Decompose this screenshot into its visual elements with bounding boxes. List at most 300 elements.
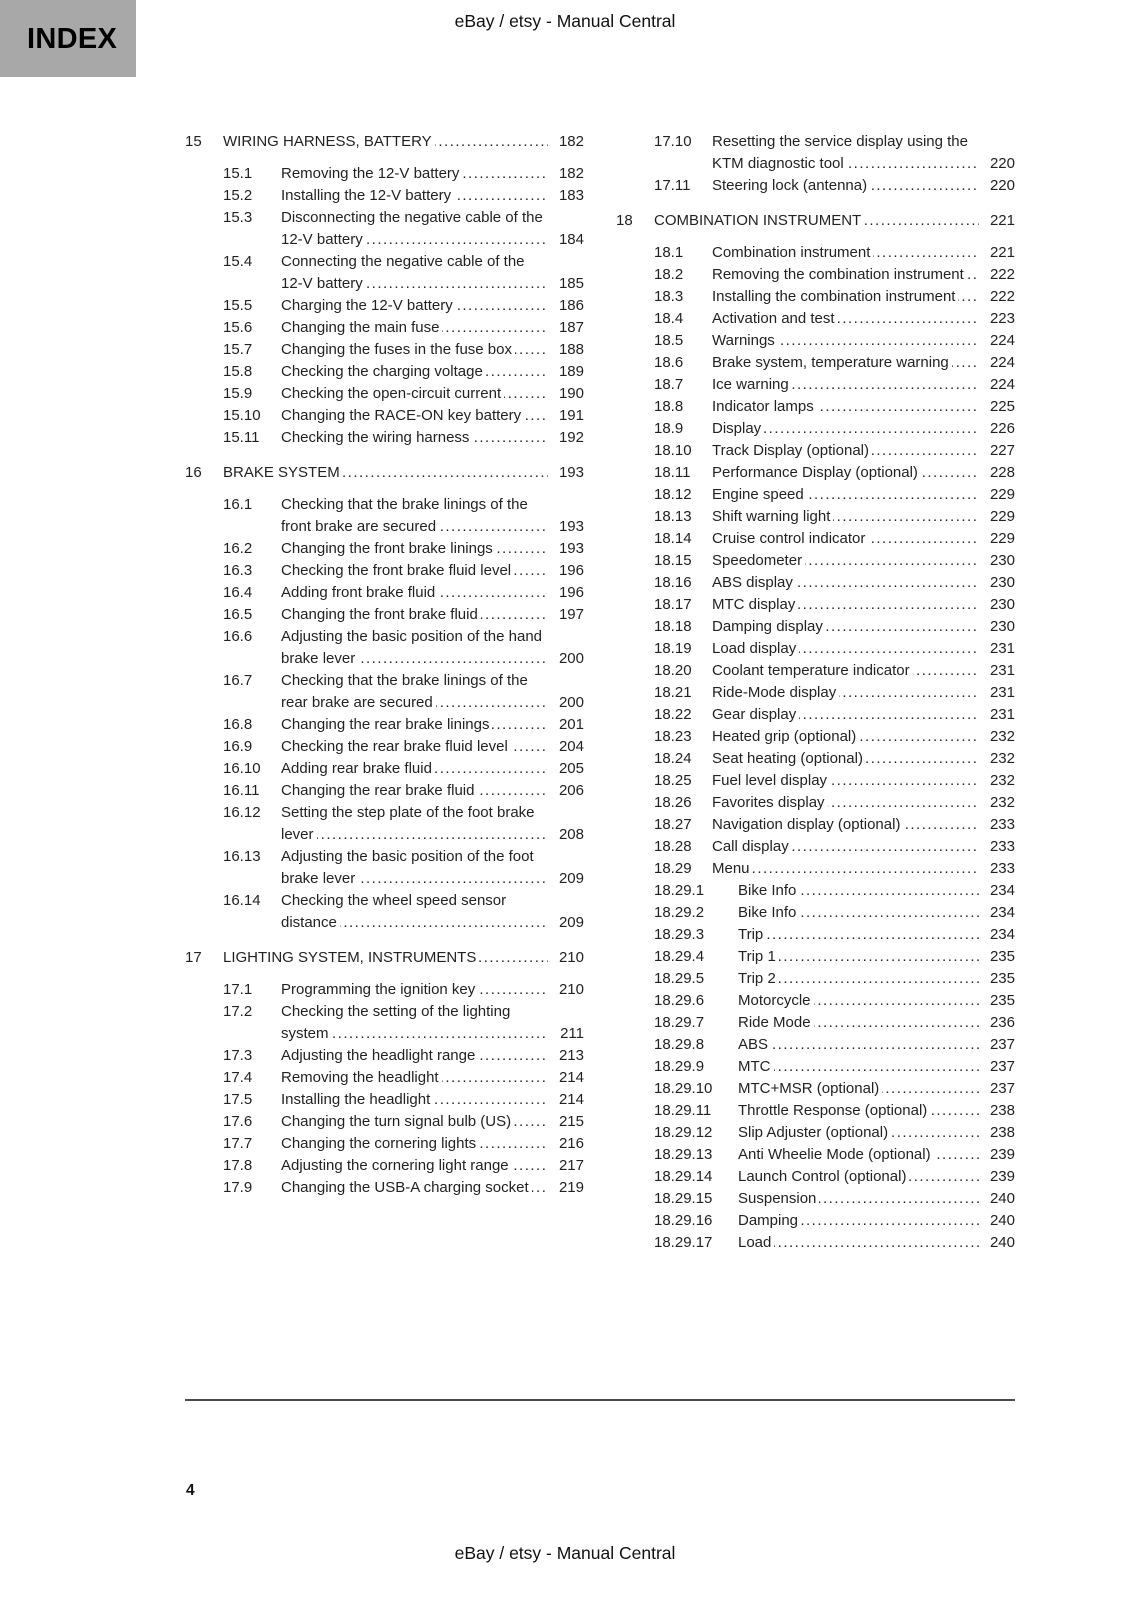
toc-entry-page: 230 (979, 616, 1015, 638)
toc-entry-title-text: Call display (712, 838, 792, 855)
toc-entry-number: 18.29.3 (654, 926, 705, 943)
toc-entry-row (616, 1210, 1015, 1232)
toc-entry-title-text: Suspension (738, 1190, 819, 1207)
toc-entry-row (185, 317, 584, 339)
toc-entry-row (616, 638, 1015, 660)
toc-entry-number: 18.18 (654, 618, 692, 635)
toc-entry-title (738, 1100, 979, 1122)
toc-entry-page: 193 (548, 538, 584, 560)
toc-entry-title (281, 427, 548, 449)
toc-entry-row (616, 704, 1015, 726)
toc-entry-number: 18.21 (654, 684, 692, 701)
toc-entry-row (616, 1012, 1015, 1034)
toc-entry-title-text: Removing the 12-V battery (281, 165, 462, 182)
toc-entry-number: 18.29 (654, 860, 692, 877)
toc-entry-row (185, 670, 584, 714)
toc-entry-title-text: Ice warning (712, 376, 792, 393)
toc-entry-number: 16.2 (223, 540, 253, 557)
toc-entry-number: 18.28 (654, 838, 692, 855)
toc-entry-title-text: Checking that the brake linings of the rear brake are secured (281, 672, 528, 711)
toc-entry-number: 16 (185, 464, 202, 481)
toc-entry-number: 18.4 (654, 310, 684, 327)
toc-entry-row (185, 560, 584, 582)
toc-entry-title (712, 286, 979, 308)
toc-entry-row (185, 538, 584, 560)
toc-entry-title (738, 990, 979, 1012)
toc-entry-title (281, 207, 548, 251)
toc-entry-number: 16.13 (223, 848, 261, 865)
toc-entry-row (616, 396, 1015, 418)
toc-entry-row (185, 361, 584, 383)
toc-entry-number: 18.29.6 (654, 992, 705, 1009)
toc-entry-number: 16.6 (223, 628, 253, 645)
toc-entry-title-text: Gear display (712, 706, 799, 723)
toc-entry-row (616, 660, 1015, 682)
toc-chapter-row (185, 947, 584, 969)
toc-entry-title-text: Damping (738, 1212, 801, 1229)
toc-entry-row (616, 880, 1015, 902)
toc-entry-title (738, 902, 979, 924)
toc-entry-row (616, 1100, 1015, 1122)
toc-entry-number: 18.29.12 (654, 1124, 713, 1141)
toc-entry-row (185, 339, 584, 361)
toc-entry-page: 232 (979, 792, 1015, 814)
toc-entry-page: 188 (548, 339, 584, 361)
toc-entry-title (281, 802, 548, 846)
toc-entry-title (281, 1001, 548, 1045)
toc-entry-title (712, 528, 979, 550)
toc-entry-number: 17.5 (223, 1091, 253, 1108)
toc-entry-title-text: Changing the USB-A charging socket (281, 1179, 532, 1196)
toc-entry-row (616, 836, 1015, 858)
toc-entry-row (616, 792, 1015, 814)
toc-entry-row (616, 1078, 1015, 1100)
toc-entry-number: 17 (185, 949, 202, 966)
toc-entry-title (738, 1078, 979, 1100)
toc-entry-title-text: Adjusting the cornering light range (281, 1157, 512, 1174)
toc-entry-row (185, 1155, 584, 1177)
toc-entry-row (185, 295, 584, 317)
toc-entry-number: 18.29.7 (654, 1014, 705, 1031)
footer-title: eBay / etsy - Manual Central (454, 1543, 676, 1563)
toc-entry-title-text: LIGHTING SYSTEM, INSTRUMENTS (223, 949, 479, 966)
toc-entry-page: 232 (979, 770, 1015, 792)
toc-entry-title-text: Ride-Mode display (712, 684, 839, 701)
page-number: 4 (186, 1482, 195, 1499)
toc-entry-row (185, 494, 584, 538)
toc-entry-page: 228 (979, 462, 1015, 484)
toc-entry-number: 18.29.17 (654, 1234, 713, 1251)
toc-entry-row (616, 1122, 1015, 1144)
toc-entry-row (185, 405, 584, 427)
toc-entry-number: 17.3 (223, 1047, 253, 1064)
toc-entry-title (281, 1155, 548, 1177)
toc-entry-title (738, 1034, 979, 1056)
toc-entry-page: 214 (548, 1067, 584, 1089)
toc-entry-title (738, 880, 979, 902)
toc-entry-page: 234 (979, 880, 1015, 902)
toc-entry-title-text: Installing the 12-V battery (281, 187, 454, 204)
toc-entry-row (185, 714, 584, 736)
toc-entry-page: 227 (979, 440, 1015, 462)
toc-entry-page: 238 (979, 1100, 1015, 1122)
toc-entry-page: 189 (548, 361, 584, 383)
toc-entry-title (281, 1133, 548, 1155)
toc-entry-title-text: ABS (738, 1036, 771, 1053)
toc-entry-title (281, 1067, 548, 1089)
toc-entry-page: 220 (979, 175, 1015, 197)
toc-entry-title (223, 131, 548, 153)
toc-entry-number: 18.29.11 (654, 1102, 712, 1119)
toc-entry-title (712, 440, 979, 462)
toc-entry-row (616, 550, 1015, 572)
toc-entry-title (223, 947, 548, 969)
toc-entry-row (185, 780, 584, 802)
toc-entry-number: 15.1 (223, 165, 253, 182)
toc-entry-page: 191 (548, 405, 584, 427)
toc-entry-title (281, 979, 548, 1001)
toc-entry-title (738, 1232, 979, 1254)
toc-entry-title-text: Adjusting the basic position of the foot brake lever (281, 848, 534, 887)
toc-entry-title-text: Bike Info (738, 904, 799, 921)
toc-chapter-row (185, 462, 584, 484)
toc-entry-row (616, 814, 1015, 836)
toc-entry-title-text: Damping display (712, 618, 826, 635)
toc-entry-row (185, 185, 584, 207)
toc-entry-title-text: Shift warning light (712, 508, 833, 525)
toc-entry-number: 16.12 (223, 804, 261, 821)
toc-entry-row (616, 131, 1015, 175)
toc-entry-number: 18.16 (654, 574, 692, 591)
toc-entry-number: 17.6 (223, 1113, 253, 1130)
toc-entry-row (616, 330, 1015, 352)
toc-entry-number: 18.20 (654, 662, 692, 679)
toc-entry-title (712, 462, 979, 484)
toc-entry-row (616, 1034, 1015, 1056)
toc-entry-row (185, 1133, 584, 1155)
toc-entry-title-text: Resetting the service display using the KTM diagnostic tool (712, 133, 968, 172)
toc-entry-row (616, 594, 1015, 616)
toc-entry-title-text: Charging the 12-V battery (281, 297, 456, 314)
toc-entry-title (712, 396, 979, 418)
toc-entry-page: 236 (979, 1012, 1015, 1034)
toc-entry-title (281, 361, 548, 383)
toc-entry-row (185, 1067, 584, 1089)
toc-entry-title-text: Adding front brake fluid (281, 584, 438, 601)
toc-entry-number: 18.29.1 (654, 882, 705, 899)
toc-entry-title-text: Programming the ignition key (281, 981, 478, 998)
toc-entry-page: 220 (979, 153, 1015, 175)
toc-entry-page: 224 (979, 352, 1015, 374)
toc-entry-page: 200 (548, 692, 584, 714)
toc-entry-page: 237 (979, 1056, 1015, 1078)
toc-entry-title-text: Steering lock (antenna) (712, 177, 870, 194)
header-title: eBay / etsy - Manual Central (454, 11, 676, 31)
toc-entry-page: 213 (548, 1045, 584, 1067)
toc-entry-number: 18.25 (654, 772, 692, 789)
toc-entry-title-text: Bike Info (738, 882, 799, 899)
toc-entry-title-text: Changing the front brake fluid (281, 606, 481, 623)
toc-entry-page: 205 (548, 758, 584, 780)
toc-entry-page: 221 (979, 210, 1015, 232)
toc-entry-number: 18.29.14 (654, 1168, 713, 1185)
toc-entry-row (616, 175, 1015, 197)
toc-entry-title-text: MTC (738, 1058, 774, 1075)
toc-entry-row (616, 748, 1015, 770)
toc-entry-page: 215 (548, 1111, 584, 1133)
toc-entry-row (616, 902, 1015, 924)
toc-entry-page: 230 (979, 594, 1015, 616)
toc-entry-page: 233 (979, 836, 1015, 858)
toc-entry-title (281, 758, 548, 780)
toc-entry-title-text: Adjusting the headlight range (281, 1047, 478, 1064)
toc-entry-number: 17.9 (223, 1179, 253, 1196)
toc-entry-title (712, 814, 979, 836)
toc-entry-page: 193 (548, 516, 584, 538)
toc-entry-row (185, 846, 584, 890)
toc-entry-page: 222 (979, 286, 1015, 308)
toc-entry-title-text: Indicator lamps (712, 398, 817, 415)
toc-entry-title (281, 295, 548, 317)
toc-entry-number: 18.29.16 (654, 1212, 713, 1229)
toc-entry-title-text: Setting the step plate of the foot brake lever (281, 804, 535, 843)
toc-entry-page: 197 (548, 604, 584, 626)
toc-entry-title-text: ABS display (712, 574, 796, 591)
toc-entry-title (281, 1045, 548, 1067)
toc-entry-title (738, 946, 979, 968)
toc-entry-title (712, 352, 979, 374)
toc-entry-page: 238 (979, 1122, 1015, 1144)
toc-entry-number: 15.8 (223, 363, 253, 380)
toc-entry-number: 18.29.2 (654, 904, 705, 921)
toc-entry-title (281, 780, 548, 802)
toc-entry-page: 187 (548, 317, 584, 339)
toc-entry-number: 18.9 (654, 420, 684, 437)
toc-entry-title-text: Installing the combination instrument (712, 288, 958, 305)
footer-rule (185, 1399, 1015, 1401)
toc-entry-title (712, 264, 979, 286)
toc-entry-title-text: Changing the front brake linings (281, 540, 496, 557)
toc-entry-page: 190 (548, 383, 584, 405)
toc-entry-number: 16.1 (223, 496, 253, 513)
toc-entry-title-text: Load display (712, 640, 799, 657)
toc-entry-page: 210 (548, 947, 584, 969)
toc-entry-title (712, 594, 979, 616)
toc-entry-title-text: Changing the rear brake fluid (281, 782, 477, 799)
toc-entry-title (223, 462, 548, 484)
toc-entry-number: 18 (616, 212, 633, 229)
toc-entry-number: 15.6 (223, 319, 253, 336)
toc-entry-row (616, 286, 1015, 308)
toc-entry-number: 18.29.13 (654, 1146, 713, 1163)
toc-entry-row (185, 1111, 584, 1133)
toc-entry-title (281, 582, 548, 604)
toc-entry-page: 239 (979, 1144, 1015, 1166)
toc-entry-title (281, 383, 548, 405)
toc-entry-title (281, 846, 548, 890)
toc-entry-title (712, 836, 979, 858)
toc-entry-row (185, 802, 584, 846)
toc-entry-title-text: Navigation display (optional) (712, 816, 903, 833)
toc-entry-row (616, 968, 1015, 990)
toc-entry-title-text: Changing the fuses in the fuse box (281, 341, 515, 358)
toc-entry-row (185, 427, 584, 449)
toc-entry-page: 185 (548, 273, 584, 295)
toc-entry-page: 193 (548, 462, 584, 484)
toc-entry-page: 182 (548, 131, 584, 153)
toc-entry-page: 235 (979, 968, 1015, 990)
toc-entry-number: 16.9 (223, 738, 253, 755)
toc-entry-title (712, 506, 979, 528)
toc-entry-title-text: Ride Mode (738, 1014, 814, 1031)
toc-entry-title (712, 638, 979, 660)
toc-entry-number: 18.12 (654, 486, 692, 503)
toc-entry-title (738, 968, 979, 990)
toc-entry-page: 233 (979, 814, 1015, 836)
toc-entry-page: 216 (548, 1133, 584, 1155)
toc-entry-number: 15.3 (223, 209, 253, 226)
toc-entry-title-text: Coolant temperature indicator (712, 662, 913, 679)
toc-entry-title-text: Slip Adjuster (optional) (738, 1124, 891, 1141)
toc-entry-row (616, 1232, 1015, 1254)
toc-entry-page: 240 (979, 1188, 1015, 1210)
toc-entry-title-text: Combination instrument (712, 244, 873, 261)
toc-entry-row (185, 383, 584, 405)
toc-entry-title-text: Installing the headlight (281, 1091, 433, 1108)
toc-entry-number: 18.22 (654, 706, 692, 723)
toc-entry-title-text: Engine speed (712, 486, 807, 503)
toc-entry-row (185, 758, 584, 780)
toc-entry-row (616, 506, 1015, 528)
toc-entry-title-text: Changing the rear brake linings (281, 716, 492, 733)
toc-entry-page: 237 (979, 1034, 1015, 1056)
toc-entry-number: 15 (185, 133, 202, 150)
toc-entry-row (185, 1089, 584, 1111)
toc-entry-title (712, 770, 979, 792)
toc-entry-row (185, 736, 584, 758)
toc-entry-number: 15.2 (223, 187, 253, 204)
toc-entry-row (616, 1144, 1015, 1166)
toc-entry-title (281, 339, 548, 361)
toc-entry-row (616, 484, 1015, 506)
toc-entry-row (616, 924, 1015, 946)
toc-entry-row (616, 946, 1015, 968)
toc-entry-title-text: Track Display (optional) (712, 442, 872, 459)
toc-entry-title-text: Favorites display (712, 794, 828, 811)
toc-entry-number: 16.5 (223, 606, 253, 623)
toc-entry-title (281, 405, 548, 427)
toc-entry-row (616, 242, 1015, 264)
toc-entry-title-text: Load (738, 1234, 774, 1251)
toc-entry-page: 232 (979, 726, 1015, 748)
toc-entry-page: 219 (548, 1177, 584, 1199)
toc-entry-title-text: Warnings (712, 332, 778, 349)
toc-entry-title (654, 210, 979, 232)
toc-entry-number: 18.5 (654, 332, 684, 349)
toc-entry-page: 237 (979, 1078, 1015, 1100)
toc-entry-number: 18.29.10 (654, 1080, 713, 1097)
toc-entry-row (185, 1001, 584, 1045)
toc-entry-title-text: Removing the combination instrument (712, 266, 967, 283)
toc-entry-number: 17.1 (223, 981, 253, 998)
toc-entry-page: 230 (979, 550, 1015, 572)
toc-entry-title (281, 1111, 548, 1133)
toc-entry-row (616, 462, 1015, 484)
toc-entry-title-text: Trip (738, 926, 766, 943)
toc-chapter-row (616, 210, 1015, 232)
toc-entry-page: 186 (548, 295, 584, 317)
toc-entry-number: 16.10 (223, 760, 261, 777)
toc-entry-page: 234 (979, 902, 1015, 924)
toc-entry-title-text: Connecting the negative cable of the 12-V battery (281, 253, 525, 292)
toc-entry-title-text: Heated grip (optional) (712, 728, 859, 745)
toc-entry-row (185, 604, 584, 626)
toc-entry-number: 15.11 (223, 429, 260, 446)
toc-entry-title-text: Motorcycle (738, 992, 814, 1009)
toc-entry-title-text: Removing the headlight (281, 1069, 442, 1086)
toc-entry-page: 196 (548, 560, 584, 582)
toc-entry-number: 16.7 (223, 672, 253, 689)
toc-entry-page: 226 (979, 418, 1015, 440)
toc-entry-row (185, 626, 584, 670)
toc-entry-number: 16.4 (223, 584, 253, 601)
toc-entry-row (616, 374, 1015, 396)
toc-entry-title (281, 1089, 548, 1111)
toc-entry-page: 214 (548, 1089, 584, 1111)
toc-entry-number: 18.11 (654, 464, 691, 481)
toc-entry-number: 17.2 (223, 1003, 253, 1020)
toc-entry-title (281, 1177, 548, 1199)
toc-entry-title-text: Checking the open-circuit current (281, 385, 504, 402)
toc-entry-title-text: Anti Wheelie Mode (optional) (738, 1146, 934, 1163)
toc-entry-row (616, 990, 1015, 1012)
toc-entry-page: 229 (979, 506, 1015, 528)
toc-entry-title-text: Performance Display (optional) (712, 464, 921, 481)
toc-entry-title (712, 660, 979, 682)
toc-entry-title (281, 714, 548, 736)
toc-entry-title (712, 242, 979, 264)
toc-entry-number: 18.26 (654, 794, 692, 811)
toc-entry-page: 210 (548, 979, 584, 1001)
toc-entry-number: 18.29.4 (654, 948, 705, 965)
toc-entry-number: 18.19 (654, 640, 692, 657)
toc-entry-title-text: Checking the rear brake fluid level (281, 738, 511, 755)
toc-entry-title (738, 1012, 979, 1034)
toc-entry-page: 229 (979, 528, 1015, 550)
toc-entry-title (281, 890, 548, 934)
toc-entry-title-text: Checking the wiring harness (281, 429, 472, 446)
toc-entry-row (185, 582, 584, 604)
toc-entry-title (738, 1056, 979, 1078)
toc-entry-title-text: Seat heating (optional) (712, 750, 866, 767)
toc-entry-title (712, 748, 979, 770)
toc-entry-row (616, 616, 1015, 638)
toc-entry-title (712, 175, 979, 197)
toc-entry-title (281, 560, 548, 582)
toc-entry-row (185, 163, 584, 185)
toc-chapter-row (185, 131, 584, 153)
toc-entry-row (185, 1177, 584, 1199)
toc-entry-number: 15.10 (223, 407, 261, 424)
toc-entry-title-text: Brake system, temperature warning (712, 354, 952, 371)
toc-entry-number: 16.3 (223, 562, 253, 579)
toc-entry-page: 224 (979, 330, 1015, 352)
toc-entry-page: 231 (979, 704, 1015, 726)
toc-entry-title (281, 494, 548, 538)
toc-entry-row (616, 264, 1015, 286)
toc-entry-title (712, 792, 979, 814)
toc-entry-page: 209 (548, 868, 584, 890)
